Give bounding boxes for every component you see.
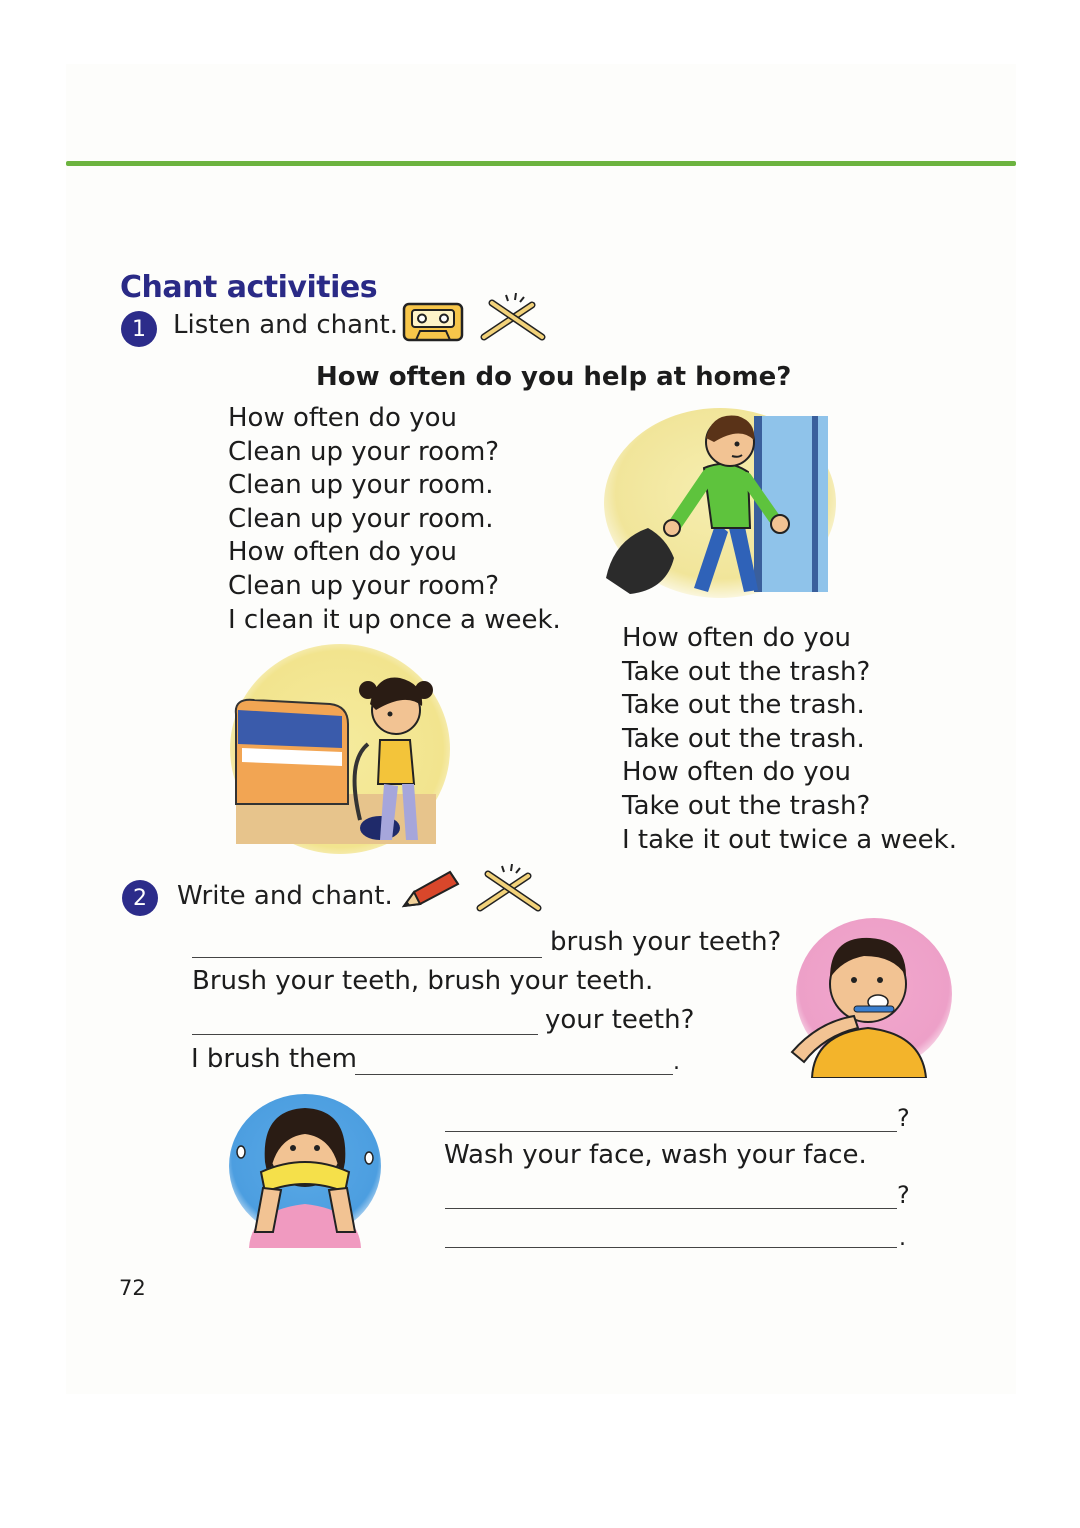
activity-1-badge: 1 — [121, 311, 157, 347]
chant-line: I brush them — [191, 1044, 357, 1074]
cassette-icon — [402, 302, 464, 342]
activity-1-instruction: Listen and chant. — [173, 310, 399, 340]
verse-line: Clean up your room. — [228, 470, 494, 501]
answer-blank[interactable] — [192, 957, 542, 958]
activity-2-badge: 2 — [122, 880, 158, 916]
verse-line: Clean up your room. — [228, 503, 494, 534]
chant-title: How often do you help at home? — [316, 362, 792, 392]
chant-line: Wash your face, wash your face. — [444, 1140, 867, 1170]
boy-brushing-teeth-illustration — [784, 916, 954, 1078]
verse-line: Clean up your room? — [228, 436, 500, 467]
verse-line: Take out the trash. — [622, 690, 865, 721]
punctuation: ? — [897, 1181, 910, 1209]
girl-washing-face-illustration — [225, 1092, 385, 1248]
answer-blank[interactable] — [192, 1034, 538, 1035]
drumsticks-icon — [472, 864, 544, 914]
section-title: Chant activities — [120, 270, 378, 305]
verse-line: How often do you — [228, 403, 457, 433]
verse-line: Take out the trash? — [622, 790, 871, 821]
verse-1 — [228, 402, 561, 637]
girl-vacuum-illustration — [230, 644, 450, 854]
punctuation: ? — [897, 1104, 910, 1132]
verse-line: How often do you — [622, 757, 851, 788]
header-rule — [66, 161, 1016, 166]
verse-line: How often do you — [228, 537, 457, 568]
answer-blank[interactable] — [445, 1247, 897, 1248]
verse-2 — [622, 622, 957, 857]
pencil-icon — [398, 866, 464, 912]
answer-blank[interactable] — [445, 1131, 897, 1132]
boy-trash-illustration — [604, 408, 836, 598]
chant-line: brush your teeth? — [550, 927, 782, 957]
verse-line: Take out the trash. — [622, 723, 865, 754]
verse-line: Clean up your room? — [228, 570, 500, 601]
activity-2-instruction: Write and chant. — [177, 881, 393, 911]
chant-line: your teeth? — [545, 1005, 695, 1035]
verse-line: Take out the trash? — [622, 656, 871, 687]
verse-line: How often do you — [622, 623, 851, 653]
page-number: 72 — [119, 1276, 146, 1300]
punctuation: . — [673, 1050, 680, 1075]
answer-blank[interactable] — [445, 1208, 897, 1209]
punctuation: . — [899, 1226, 906, 1251]
verse-line: I clean it up once a week. — [228, 604, 561, 635]
chant-line: Brush your teeth, brush your teeth. — [192, 966, 654, 996]
verse-line: I take it out twice a week. — [622, 824, 957, 855]
answer-blank[interactable] — [355, 1074, 673, 1075]
drumsticks-icon — [476, 293, 548, 343]
